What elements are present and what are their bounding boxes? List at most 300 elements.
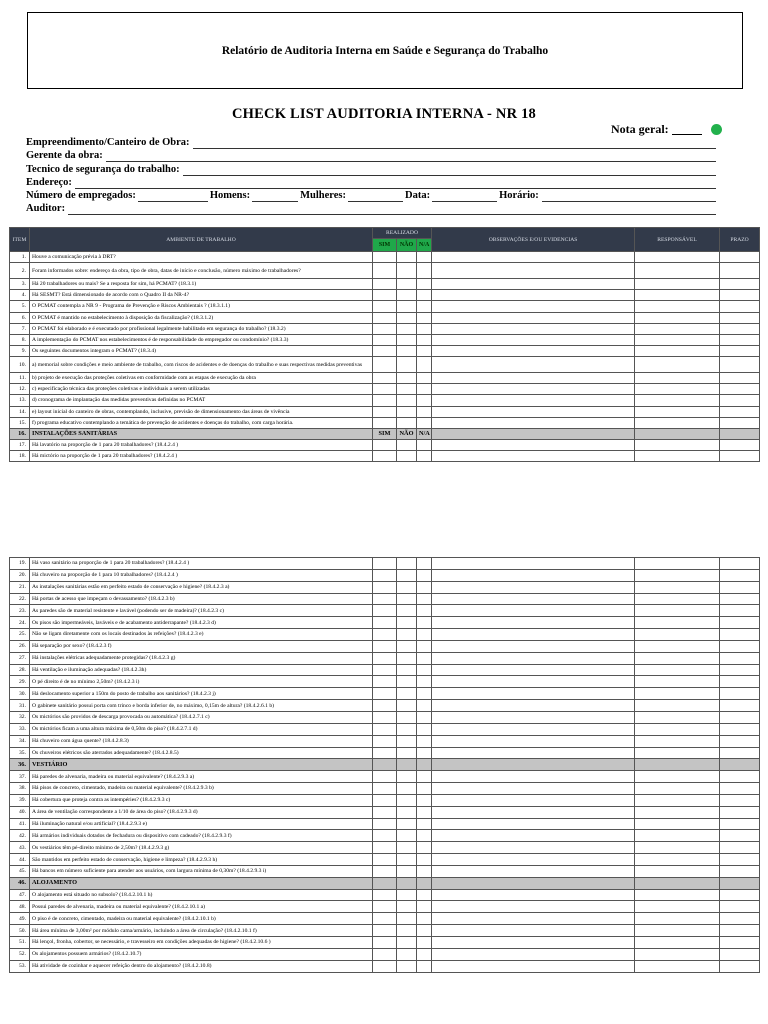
nao-cell[interactable]: [397, 759, 417, 771]
observacoes-cell[interactable]: [432, 373, 635, 384]
observacoes-cell[interactable]: [432, 290, 635, 301]
sim-cell[interactable]: [373, 676, 397, 688]
prazo-cell[interactable]: [720, 783, 760, 795]
observacoes-cell[interactable]: [432, 865, 635, 877]
responsavel-cell[interactable]: [635, 290, 720, 301]
observacoes-cell[interactable]: [432, 640, 635, 652]
sim-cell[interactable]: [373, 960, 397, 972]
observacoes-cell[interactable]: [432, 747, 635, 759]
sim-cell[interactable]: [373, 558, 397, 570]
nao-cell[interactable]: [397, 818, 417, 830]
observacoes-cell[interactable]: [432, 830, 635, 842]
prazo-cell[interactable]: [720, 439, 760, 450]
responsavel-cell[interactable]: [635, 913, 720, 925]
sim-cell[interactable]: [373, 877, 397, 889]
na-cell[interactable]: [417, 806, 432, 818]
responsavel-cell[interactable]: [635, 345, 720, 356]
sim-cell[interactable]: [373, 711, 397, 723]
responsavel-cell[interactable]: [635, 925, 720, 937]
nao-cell[interactable]: [397, 664, 417, 676]
prazo-cell[interactable]: [720, 925, 760, 937]
nao-cell[interactable]: [397, 345, 417, 356]
prazo-cell[interactable]: [720, 664, 760, 676]
prazo-cell[interactable]: [720, 747, 760, 759]
responsavel-cell[interactable]: [635, 263, 720, 279]
nao-cell[interactable]: [397, 652, 417, 664]
sim-cell[interactable]: [373, 652, 397, 664]
na-cell[interactable]: [417, 290, 432, 301]
na-cell[interactable]: [417, 735, 432, 747]
na-cell[interactable]: [417, 889, 432, 901]
prazo-cell[interactable]: [720, 323, 760, 334]
responsavel-cell[interactable]: [635, 629, 720, 641]
observacoes-cell[interactable]: [432, 759, 635, 771]
observacoes-cell[interactable]: [432, 948, 635, 960]
observacoes-cell[interactable]: [432, 652, 635, 664]
prazo-cell[interactable]: [720, 279, 760, 290]
sim-cell[interactable]: [373, 323, 397, 334]
sim-cell[interactable]: [373, 406, 397, 417]
na-cell[interactable]: [417, 960, 432, 972]
responsavel-cell[interactable]: [635, 558, 720, 570]
observacoes-cell[interactable]: [432, 794, 635, 806]
responsavel-cell[interactable]: [635, 252, 720, 263]
na-cell[interactable]: [417, 263, 432, 279]
observacoes-cell[interactable]: [432, 384, 635, 395]
responsavel-cell[interactable]: [635, 581, 720, 593]
sim-cell[interactable]: [373, 783, 397, 795]
observacoes-cell[interactable]: [432, 806, 635, 818]
prazo-cell[interactable]: [720, 723, 760, 735]
observacoes-cell[interactable]: [432, 312, 635, 323]
sim-cell[interactable]: [373, 818, 397, 830]
observacoes-cell[interactable]: [432, 629, 635, 641]
responsavel-cell[interactable]: [635, 794, 720, 806]
na-cell[interactable]: [417, 948, 432, 960]
sim-cell[interactable]: [373, 664, 397, 676]
na-cell[interactable]: [417, 664, 432, 676]
auditor-field[interactable]: [68, 205, 716, 215]
prazo-cell[interactable]: [720, 629, 760, 641]
nao-cell[interactable]: [397, 617, 417, 629]
data-field[interactable]: [432, 192, 497, 202]
prazo-cell[interactable]: [720, 794, 760, 806]
na-cell[interactable]: [417, 451, 432, 462]
sim-cell[interactable]: [373, 640, 397, 652]
responsavel-cell[interactable]: [635, 948, 720, 960]
na-cell[interactable]: [417, 818, 432, 830]
observacoes-cell[interactable]: [432, 323, 635, 334]
observacoes-cell[interactable]: [432, 771, 635, 783]
observacoes-cell[interactable]: [432, 252, 635, 263]
sim-cell[interactable]: [373, 735, 397, 747]
sim-cell[interactable]: [373, 688, 397, 700]
observacoes-cell[interactable]: [432, 558, 635, 570]
sim-cell[interactable]: [373, 263, 397, 279]
nao-cell[interactable]: [397, 913, 417, 925]
nao-cell[interactable]: [397, 290, 417, 301]
sim-cell[interactable]: [373, 384, 397, 395]
responsavel-cell[interactable]: [635, 889, 720, 901]
sim-cell[interactable]: [373, 334, 397, 345]
sim-cell[interactable]: [373, 357, 397, 373]
nao-cell[interactable]: [397, 794, 417, 806]
nao-cell[interactable]: [397, 605, 417, 617]
nao-cell[interactable]: [397, 252, 417, 263]
na-cell[interactable]: [417, 439, 432, 450]
na-cell[interactable]: [417, 877, 432, 889]
sim-cell[interactable]: [373, 948, 397, 960]
responsavel-cell[interactable]: [635, 617, 720, 629]
endereco-line[interactable]: [26, 176, 716, 189]
responsavel-cell[interactable]: [635, 711, 720, 723]
observacoes-cell[interactable]: [432, 357, 635, 373]
prazo-cell[interactable]: [720, 252, 760, 263]
nao-cell[interactable]: [397, 406, 417, 417]
sim-cell[interactable]: [373, 279, 397, 290]
prazo-cell[interactable]: [720, 865, 760, 877]
nao-cell[interactable]: [397, 842, 417, 854]
na-cell[interactable]: [417, 312, 432, 323]
na-cell[interactable]: [417, 593, 432, 605]
sim-cell[interactable]: [373, 913, 397, 925]
na-cell[interactable]: [417, 581, 432, 593]
prazo-cell[interactable]: [720, 417, 760, 428]
nao-cell[interactable]: [397, 384, 417, 395]
na-cell[interactable]: [417, 279, 432, 290]
na-cell[interactable]: [417, 700, 432, 712]
responsavel-cell[interactable]: [635, 334, 720, 345]
prazo-cell[interactable]: [720, 451, 760, 462]
nota-geral-blank[interactable]: [672, 124, 702, 135]
nao-cell[interactable]: [397, 439, 417, 450]
nao-cell[interactable]: [397, 263, 417, 279]
observacoes-cell[interactable]: [432, 439, 635, 450]
prazo-cell[interactable]: [720, 428, 760, 439]
nao-cell[interactable]: [397, 700, 417, 712]
homens-field[interactable]: [252, 192, 298, 202]
prazo-cell[interactable]: [720, 937, 760, 949]
na-cell[interactable]: [417, 605, 432, 617]
prazo-cell[interactable]: [720, 345, 760, 356]
na-cell[interactable]: [417, 617, 432, 629]
na-cell[interactable]: [417, 937, 432, 949]
sim-cell[interactable]: [373, 373, 397, 384]
responsavel-cell[interactable]: [635, 301, 720, 312]
responsavel-cell[interactable]: [635, 877, 720, 889]
nao-cell[interactable]: [397, 960, 417, 972]
prazo-cell[interactable]: [720, 771, 760, 783]
nao-cell[interactable]: [397, 301, 417, 312]
sim-cell[interactable]: [373, 830, 397, 842]
nao-cell[interactable]: [397, 581, 417, 593]
na-cell[interactable]: [417, 384, 432, 395]
observacoes-cell[interactable]: [432, 901, 635, 913]
observacoes-cell[interactable]: [432, 345, 635, 356]
gerente-line[interactable]: [26, 149, 716, 162]
sim-cell[interactable]: [373, 865, 397, 877]
prazo-cell[interactable]: [720, 312, 760, 323]
prazo-cell[interactable]: [720, 913, 760, 925]
prazo-cell[interactable]: [720, 395, 760, 406]
na-cell[interactable]: [417, 901, 432, 913]
na-cell[interactable]: [417, 406, 432, 417]
na-cell[interactable]: [417, 747, 432, 759]
nao-cell[interactable]: [397, 312, 417, 323]
sim-cell[interactable]: [373, 747, 397, 759]
responsavel-cell[interactable]: [635, 806, 720, 818]
nao-cell[interactable]: [397, 279, 417, 290]
sim-cell[interactable]: [373, 581, 397, 593]
sim-cell[interactable]: [373, 312, 397, 323]
responsavel-cell[interactable]: [635, 451, 720, 462]
responsavel-cell[interactable]: [635, 865, 720, 877]
na-cell[interactable]: [417, 794, 432, 806]
na-cell[interactable]: [417, 783, 432, 795]
responsavel-cell[interactable]: [635, 417, 720, 428]
responsavel-cell[interactable]: [635, 323, 720, 334]
observacoes-cell[interactable]: [432, 569, 635, 581]
na-cell[interactable]: [417, 688, 432, 700]
nao-cell[interactable]: [397, 417, 417, 428]
prazo-cell[interactable]: [720, 617, 760, 629]
observacoes-cell[interactable]: [432, 279, 635, 290]
responsavel-cell[interactable]: [635, 312, 720, 323]
nao-cell[interactable]: [397, 925, 417, 937]
observacoes-cell[interactable]: [432, 711, 635, 723]
horario-field[interactable]: [542, 192, 716, 202]
prazo-cell[interactable]: [720, 301, 760, 312]
responsavel-cell[interactable]: [635, 428, 720, 439]
prazo-cell[interactable]: [720, 558, 760, 570]
nao-cell[interactable]: [397, 711, 417, 723]
na-cell[interactable]: [417, 652, 432, 664]
nao-cell[interactable]: [397, 830, 417, 842]
observacoes-cell[interactable]: [432, 925, 635, 937]
na-cell[interactable]: [417, 640, 432, 652]
sim-cell[interactable]: [373, 759, 397, 771]
nao-cell[interactable]: [397, 676, 417, 688]
responsavel-cell[interactable]: [635, 937, 720, 949]
na-cell[interactable]: [417, 925, 432, 937]
sim-cell[interactable]: [373, 345, 397, 356]
sim-cell[interactable]: [373, 889, 397, 901]
responsavel-cell[interactable]: [635, 723, 720, 735]
responsavel-cell[interactable]: [635, 735, 720, 747]
na-cell[interactable]: [417, 723, 432, 735]
responsavel-cell[interactable]: [635, 439, 720, 450]
observacoes-cell[interactable]: [432, 735, 635, 747]
sim-cell[interactable]: [373, 593, 397, 605]
responsavel-cell[interactable]: [635, 569, 720, 581]
nao-cell[interactable]: [397, 395, 417, 406]
prazo-cell[interactable]: [720, 877, 760, 889]
na-cell[interactable]: [417, 842, 432, 854]
prazo-cell[interactable]: [720, 711, 760, 723]
nao-cell[interactable]: [397, 877, 417, 889]
sim-cell[interactable]: [373, 842, 397, 854]
observacoes-cell[interactable]: [432, 263, 635, 279]
na-cell[interactable]: [417, 771, 432, 783]
na-cell[interactable]: [417, 301, 432, 312]
na-cell[interactable]: [417, 323, 432, 334]
observacoes-cell[interactable]: [432, 688, 635, 700]
nao-cell[interactable]: [397, 451, 417, 462]
prazo-cell[interactable]: [720, 290, 760, 301]
observacoes-cell[interactable]: [432, 877, 635, 889]
observacoes-cell[interactable]: [432, 605, 635, 617]
sim-cell[interactable]: [373, 569, 397, 581]
responsavel-cell[interactable]: [635, 818, 720, 830]
gerente-field[interactable]: [106, 152, 716, 162]
sim-cell[interactable]: [373, 937, 397, 949]
prazo-cell[interactable]: [720, 581, 760, 593]
responsavel-cell[interactable]: [635, 854, 720, 866]
sim-cell[interactable]: [373, 854, 397, 866]
sim-cell[interactable]: [373, 439, 397, 450]
sim-cell[interactable]: [373, 925, 397, 937]
auditor-line[interactable]: [26, 202, 716, 215]
nao-cell[interactable]: [397, 334, 417, 345]
prazo-cell[interactable]: [720, 818, 760, 830]
prazo-cell[interactable]: [720, 889, 760, 901]
prazo-cell[interactable]: [720, 406, 760, 417]
nao-cell[interactable]: [397, 806, 417, 818]
responsavel-cell[interactable]: [635, 901, 720, 913]
nao-cell[interactable]: [397, 373, 417, 384]
na-cell[interactable]: [417, 629, 432, 641]
sim-cell[interactable]: [373, 290, 397, 301]
sim-cell[interactable]: [373, 629, 397, 641]
sim-cell[interactable]: [373, 700, 397, 712]
prazo-cell[interactable]: [720, 901, 760, 913]
sim-cell[interactable]: [373, 605, 397, 617]
nao-cell[interactable]: [397, 901, 417, 913]
prazo-cell[interactable]: [720, 842, 760, 854]
responsavel-cell[interactable]: [635, 664, 720, 676]
observacoes-cell[interactable]: [432, 617, 635, 629]
responsavel-cell[interactable]: [635, 771, 720, 783]
na-cell[interactable]: [417, 913, 432, 925]
na-cell[interactable]: [417, 357, 432, 373]
observacoes-cell[interactable]: [432, 723, 635, 735]
responsavel-cell[interactable]: [635, 605, 720, 617]
prazo-cell[interactable]: [720, 334, 760, 345]
prazo-cell[interactable]: [720, 676, 760, 688]
responsavel-cell[interactable]: [635, 842, 720, 854]
na-cell[interactable]: [417, 345, 432, 356]
nao-cell[interactable]: [397, 735, 417, 747]
nao-cell[interactable]: [397, 771, 417, 783]
responsavel-cell[interactable]: [635, 700, 720, 712]
prazo-cell[interactable]: [720, 735, 760, 747]
na-cell[interactable]: [417, 711, 432, 723]
tecnico-field[interactable]: [183, 166, 716, 176]
responsavel-cell[interactable]: [635, 406, 720, 417]
responsavel-cell[interactable]: [635, 747, 720, 759]
responsavel-cell[interactable]: [635, 652, 720, 664]
nao-cell[interactable]: [397, 865, 417, 877]
na-cell[interactable]: [417, 252, 432, 263]
nao-cell[interactable]: [397, 937, 417, 949]
na-cell[interactable]: [417, 830, 432, 842]
na-cell[interactable]: [417, 854, 432, 866]
nao-cell[interactable]: [397, 357, 417, 373]
na-cell[interactable]: [417, 417, 432, 428]
observacoes-cell[interactable]: [432, 889, 635, 901]
nao-cell[interactable]: [397, 854, 417, 866]
prazo-cell[interactable]: [720, 652, 760, 664]
sim-cell[interactable]: [373, 617, 397, 629]
prazo-cell[interactable]: [720, 948, 760, 960]
responsavel-cell[interactable]: [635, 676, 720, 688]
prazo-cell[interactable]: [720, 263, 760, 279]
prazo-cell[interactable]: [720, 373, 760, 384]
sim-cell[interactable]: [373, 301, 397, 312]
prazo-cell[interactable]: [720, 806, 760, 818]
nao-cell[interactable]: [397, 593, 417, 605]
responsavel-cell[interactable]: [635, 384, 720, 395]
prazo-cell[interactable]: [720, 357, 760, 373]
nao-cell[interactable]: [397, 723, 417, 735]
responsavel-cell[interactable]: [635, 373, 720, 384]
observacoes-cell[interactable]: [432, 676, 635, 688]
na-cell[interactable]: [417, 676, 432, 688]
responsavel-cell[interactable]: [635, 593, 720, 605]
responsavel-cell[interactable]: [635, 960, 720, 972]
observacoes-cell[interactable]: [432, 395, 635, 406]
nao-cell[interactable]: [397, 688, 417, 700]
nao-cell[interactable]: [397, 629, 417, 641]
responsavel-cell[interactable]: [635, 279, 720, 290]
observacoes-cell[interactable]: [432, 593, 635, 605]
observacoes-cell[interactable]: [432, 700, 635, 712]
na-cell[interactable]: [417, 865, 432, 877]
responsavel-cell[interactable]: [635, 640, 720, 652]
prazo-cell[interactable]: [720, 593, 760, 605]
observacoes-cell[interactable]: [432, 301, 635, 312]
prazo-cell[interactable]: [720, 569, 760, 581]
nao-cell[interactable]: [397, 889, 417, 901]
sim-cell[interactable]: [373, 901, 397, 913]
prazo-cell[interactable]: [720, 384, 760, 395]
observacoes-cell[interactable]: [432, 783, 635, 795]
empreendimento-field[interactable]: [193, 139, 716, 149]
observacoes-cell[interactable]: [432, 854, 635, 866]
observacoes-cell[interactable]: [432, 818, 635, 830]
prazo-cell[interactable]: [720, 605, 760, 617]
prazo-cell[interactable]: [720, 688, 760, 700]
prazo-cell[interactable]: [720, 700, 760, 712]
nao-cell[interactable]: [397, 948, 417, 960]
responsavel-cell[interactable]: [635, 395, 720, 406]
prazo-cell[interactable]: [720, 830, 760, 842]
sim-cell[interactable]: [373, 417, 397, 428]
sim-cell[interactable]: [373, 771, 397, 783]
mulheres-field[interactable]: [348, 192, 403, 202]
observacoes-cell[interactable]: [432, 913, 635, 925]
prazo-cell[interactable]: [720, 759, 760, 771]
na-cell[interactable]: [417, 334, 432, 345]
num-empregados-field[interactable]: [138, 192, 208, 202]
nao-cell[interactable]: [397, 569, 417, 581]
sim-cell[interactable]: [373, 723, 397, 735]
endereco-field[interactable]: [75, 179, 716, 189]
responsavel-cell[interactable]: [635, 688, 720, 700]
empreendimento-line[interactable]: [26, 136, 716, 149]
responsavel-cell[interactable]: [635, 783, 720, 795]
sim-cell[interactable]: [373, 794, 397, 806]
